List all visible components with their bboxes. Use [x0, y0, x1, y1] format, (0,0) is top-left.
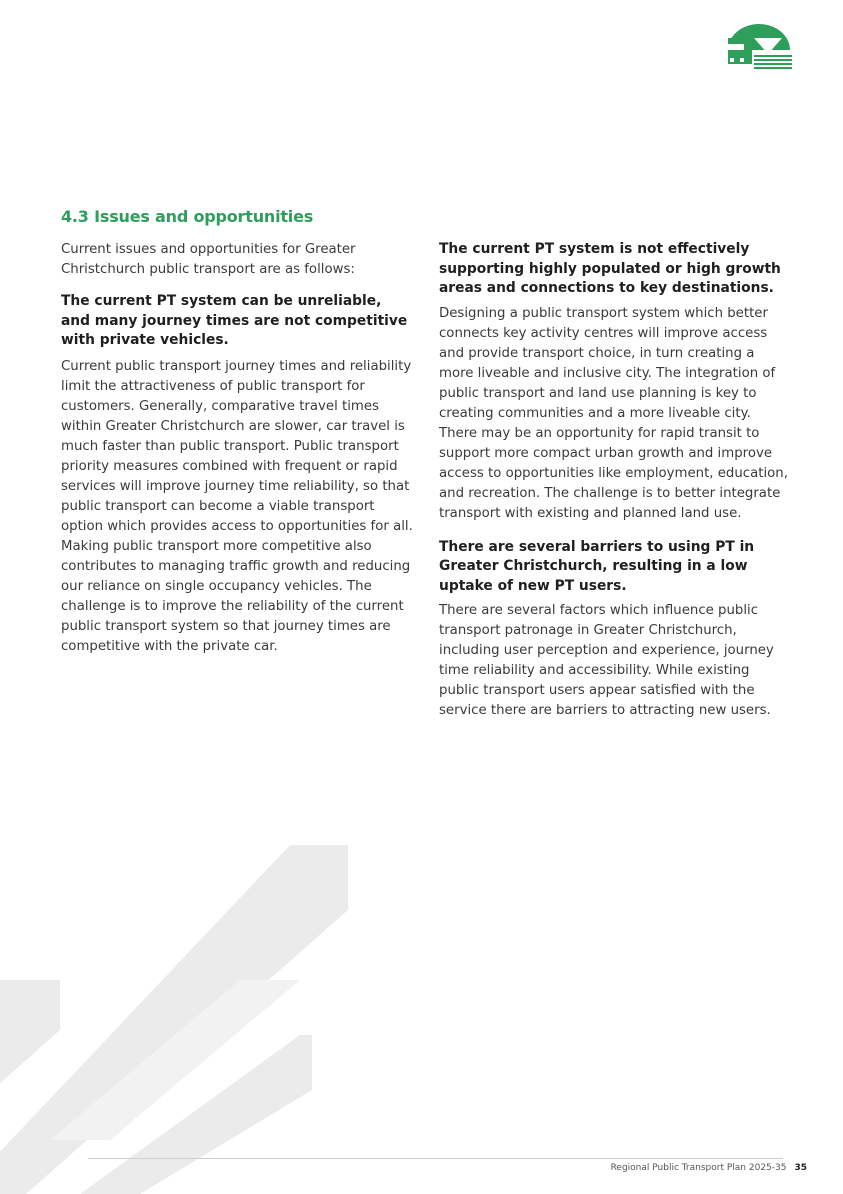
- footer-title: Regional Public Transport Plan 2025-35: [610, 1163, 787, 1173]
- decorative-stripes: [0, 840, 360, 1194]
- page-number: 35: [794, 1163, 807, 1173]
- section-heading: 4.3 Issues and opportunities: [61, 207, 314, 226]
- issue-block-barriers: [439, 538, 789, 722]
- left-column: [61, 240, 413, 657]
- issue-body-barriers: There are several factors which influence public transport patronage in Greater Christchurch, including user perception and experience, journey time reliability and accessibility. While existing public transport users appear satisfied with the service there are barriers to attracting new users.: [439, 603, 774, 718]
- intro-paragraph: Current issues and opportunities for Greater Christchurch public transport are as follows:: [61, 242, 356, 277]
- issue-body-reliability: Current public transport journey times and reliability limit the attractiveness of public transport for customers. Generally, comparative travel times within Greater Christchurch are slower, car travel is much faster than public transport. Public transport priority measures combined with frequent or rapid services will improve journey time reliability, so that public transport can become a viable transport option which provides access to opportunities for all. Making public transport more competitive also contributes to managing traffic growth and reducing our reliance on single occupancy vehicles. The challenge is to improve the reliability of the current public transport system so that journey times are competitive with the private car.: [61, 358, 413, 654]
- issue-heading-growth-areas: The current PT system is not effectively supporting highly populated or high growth areas and connections to key destinations.: [439, 241, 781, 296]
- transport-logo-icon: [724, 24, 794, 70]
- footer-divider: [88, 1158, 783, 1159]
- right-column: [439, 240, 789, 721]
- issue-heading-barriers: There are several barriers to using PT in Greater Christchurch, resulting in a low uptake of new PT users.: [439, 538, 755, 594]
- issue-heading-reliability: The current PT system can be unreliable, and many journey times are not competitive with private vehicles.: [61, 293, 408, 348]
- issue-body-growth-areas: Designing a public transport system which better connects key activity centres will improve access and provide transport choice, in turn creating a more liveable and inclusive city. The integration of public transport and land use planning is key to creating communities and a more liveable city. There may be an opportunity for rapid transit to support more compact urban growth and improve access to opportunities like employment, education, and recreation. The challenge is to better integrate transport with existing and planned land use.: [439, 305, 788, 521]
- page-footer: [611, 1163, 807, 1173]
